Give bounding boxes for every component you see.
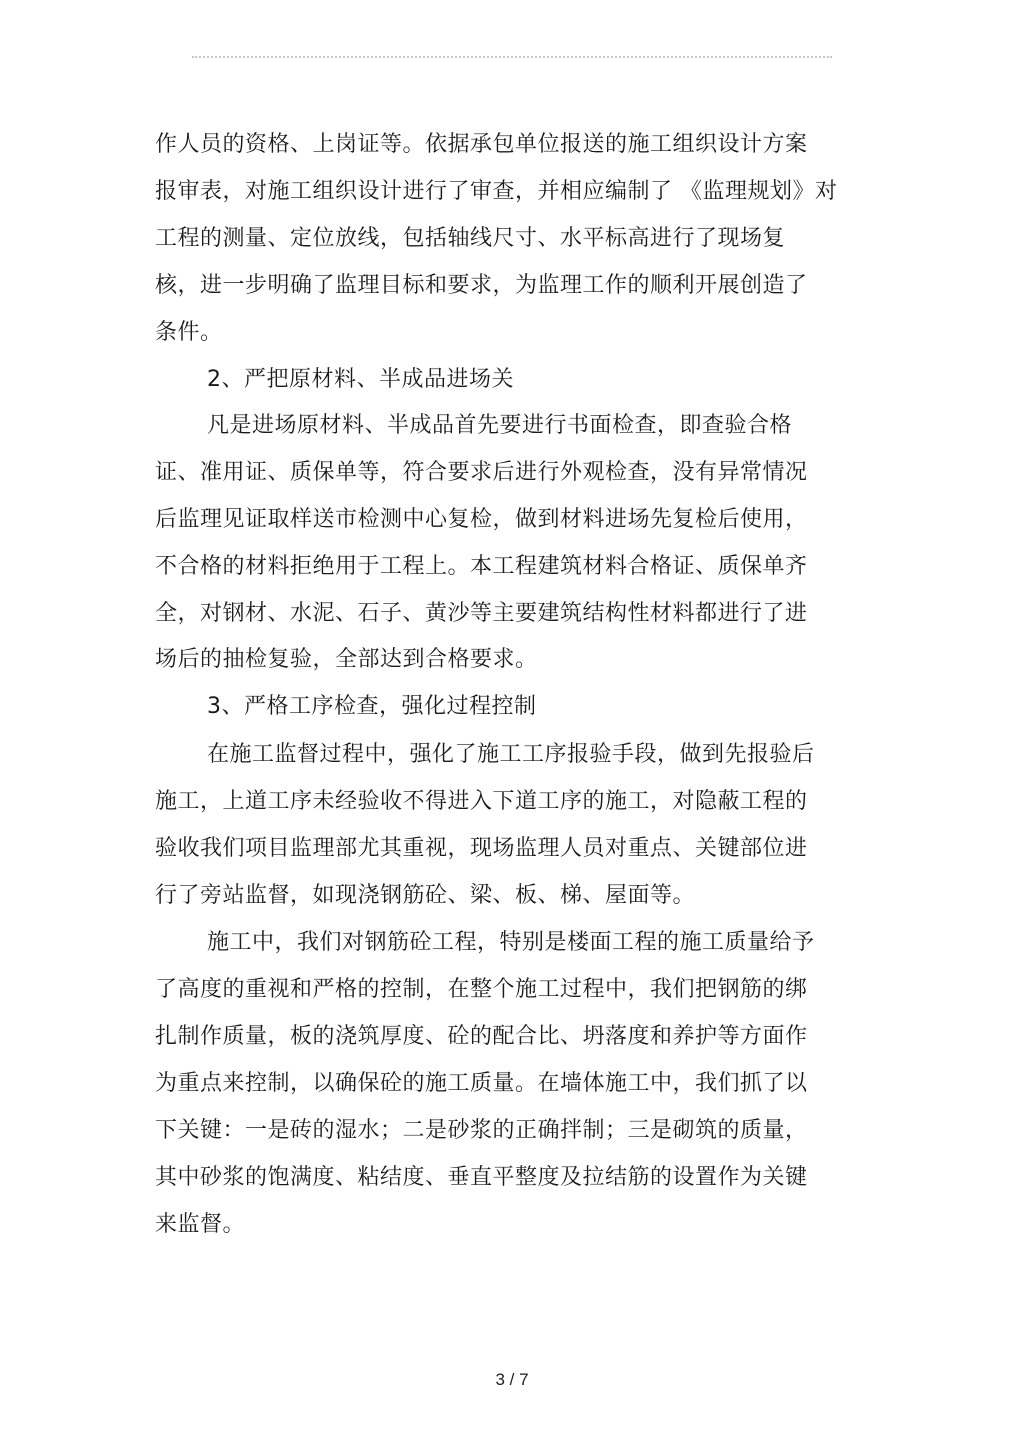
body-line: 扎制作质量，板的浇筑厚度、砼的配合比、坍落度和养护等方面作 (155, 1024, 808, 1049)
body-line: 在施工监督过程中，强化了施工工序报验手段，做到先报验后 (207, 742, 815, 767)
page-number: 3 / 7 (495, 1370, 529, 1389)
body-line: 来监督。 (155, 1212, 246, 1237)
body-line: 场后的抽检复验，全部达到合格要求。 (155, 647, 538, 672)
body-line: 施工，上道工序未经验收不得进入下道工序的施工，对隐蔽工程的 (155, 789, 808, 814)
body-line: 行了旁站监督，如现浇钢筋砼、梁、板、梯、屋面等。 (155, 883, 696, 908)
body-line: 证、准用证、质保单等，符合要求后进行外观检查，没有异常情况 (155, 460, 808, 485)
body-line: 验收我们项目监理部尤其重视，现场监理人员对重点、关键部位进 (155, 836, 808, 861)
body-line: 核，进一步明确了监理目标和要求，为监理工作的顺利开展创造了 (155, 273, 808, 298)
body-line: 不合格的材料拒绝用于工程上。本工程建筑材料合格证、质保单齐 (155, 554, 808, 579)
body-line: 下关键：一是砖的湿水；二是砂浆的正确拌制；三是砌筑的质量， (155, 1118, 808, 1143)
section-heading: 3、严格工序检查，强化过程控制 (207, 694, 537, 719)
body-line: 施工中，我们对钢筋砼工程，特别是楼面工程的施工质量给予 (207, 930, 815, 955)
body-line: 工程的测量、定位放线，包括轴线尺寸、水平标高进行了现场复 (155, 226, 786, 251)
section-heading: 2、严把原材料、半成品进场关 (207, 367, 514, 392)
body-line: 为重点来控制，以确保砼的施工质量。在墙体施工中，我们抓了以 (155, 1071, 808, 1096)
body-line: 作人员的资格、上岗证等。依据承包单位报送的施工组织设计方案 (155, 132, 808, 157)
body-line: 凡是进场原材料、半成品首先要进行书面检查，即查验合格 (207, 413, 793, 438)
body-line: 条件。 (155, 320, 223, 345)
body-line: 全，对钢材、水泥、石子、黄沙等主要建筑结构性材料都进行了进 (155, 601, 808, 626)
body-line: 了高度的重视和严格的控制，在整个施工过程中，我们把钢筋的绑 (155, 977, 808, 1002)
body-line: 报审表，对施工组织设计进行了审查，并相应编制了 《监理规划》对 (155, 179, 838, 204)
body-line: 后监理见证取样送市检测中心复检，做到材料进场先复检后使用， (155, 507, 808, 532)
body-line: 其中砂浆的饱满度、粘结度、垂直平整度及拉结筋的设置作为关键 (155, 1165, 808, 1190)
